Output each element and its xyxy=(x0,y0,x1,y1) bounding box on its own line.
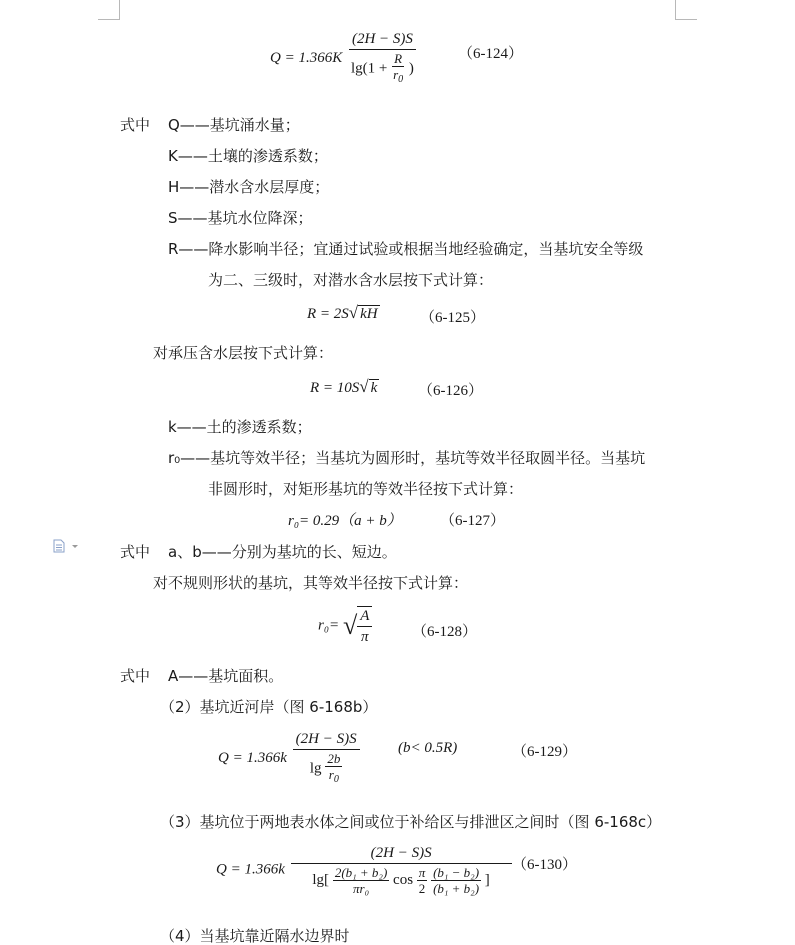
shizhong-label: 式中 xyxy=(120,116,151,134)
item-2-heading: （2）基坑近河岸（图 6-168b） xyxy=(160,698,378,716)
b-diff-over-b-sum xyxy=(431,865,481,896)
irregular-shape-line: 对不规则形状的基坑，其等效半径按下式计算： xyxy=(153,574,469,592)
r-num: R xyxy=(394,51,403,66)
formula-lhs: R = 10S xyxy=(310,380,360,396)
formula-numerator: (2H − S)S xyxy=(293,730,360,750)
confined-aquifer-line: 对承压含水层按下式计算： xyxy=(153,344,334,362)
r-definition-line2: 为二、三级时，对潜水含水层按下式计算： xyxy=(208,271,494,289)
formula-fraction xyxy=(293,730,360,787)
formula-lhs: r₀= xyxy=(318,617,340,634)
two-den: 2 xyxy=(418,881,426,896)
r0-definition-line1: r₀——基坑等效半径；当基坑为圆形时，基坑等效半径取圆半径。当基坑 xyxy=(168,449,646,467)
b-sum-over-pi-r0 xyxy=(333,865,389,896)
eq-number-6-125: （6-125） xyxy=(420,310,485,326)
formula-6-127: r₀= 0.29（a + b） xyxy=(288,513,402,529)
formula-fraction xyxy=(291,844,512,896)
shizhong-label-3: 式中 xyxy=(120,667,151,685)
eq-number-6-130: （6-130） xyxy=(512,857,577,873)
pi-r0-den: πr₀ xyxy=(353,881,370,896)
formula-denominator xyxy=(348,50,417,87)
sqrt-content: k xyxy=(370,380,378,396)
s-definition: S——基坑水位降深； xyxy=(168,209,313,227)
page-corner-top-left xyxy=(98,0,120,20)
den-prefix: lg(1 + xyxy=(350,60,388,77)
sqrt-content: kH xyxy=(360,306,378,322)
r0-den xyxy=(391,67,405,87)
r-definition-line1: R——降水影响半径；宜通过试验或根据当地经验确定，当基坑安全等级 xyxy=(168,240,644,258)
r0-definition-line2: 非圆形时，对矩形基坑的等效半径按下式计算： xyxy=(208,480,524,498)
lg-open: lg[ xyxy=(312,871,330,888)
a-over-pi xyxy=(357,606,372,646)
r0-sub: 0 xyxy=(333,774,339,785)
r-over-r0 xyxy=(391,51,405,87)
b-sum-num: 2(b₁ + b₂) xyxy=(334,865,388,880)
formula-6-128 xyxy=(318,606,374,646)
r0-den xyxy=(327,767,341,787)
sqrt-sign: √ xyxy=(359,377,369,396)
formula-lhs: R = 2S xyxy=(307,306,349,322)
lg-text: lg xyxy=(309,760,322,777)
formula-denominator xyxy=(307,750,345,787)
document-icon[interactable] xyxy=(52,539,80,553)
pi-den: π xyxy=(361,629,369,645)
eq-number-6-129: （6-129） xyxy=(512,744,577,760)
item-3-heading: （3）基坑位于两地表水体之间或位于补给区与排泄区之间时（图 6-168c） xyxy=(160,813,662,831)
pi-over-2 xyxy=(417,865,428,896)
a-num: A xyxy=(357,607,372,627)
formula-numerator: (2H − S)S xyxy=(291,844,512,864)
r0-sub: 0 xyxy=(398,74,404,85)
page-corner-top-right xyxy=(675,0,697,20)
formula-lhs: Q = 1.366K xyxy=(270,49,343,66)
formula-lhs: Q = 1.366k xyxy=(216,861,285,878)
eq-number-6-128: （6-128） xyxy=(412,624,477,640)
sqrt-sign: √ xyxy=(348,303,359,322)
formula-6-124 xyxy=(270,30,419,87)
2b-num: 2b xyxy=(327,751,341,766)
formula-6-129-condition: (b< 0.5R) xyxy=(398,740,458,756)
a-definition: A——基坑面积。 xyxy=(168,667,284,685)
formula-denominator xyxy=(309,864,492,896)
ab-definition: a、b——分别为基坑的长、短边。 xyxy=(168,543,397,561)
formula-6-130 xyxy=(216,844,514,896)
b-diff-num: (b₁ − b₂) xyxy=(433,865,480,880)
formula-6-126 xyxy=(310,379,379,397)
formula-numerator: (2H − S)S xyxy=(349,30,416,50)
formula-lhs: Q = 1.366k xyxy=(218,749,287,766)
r0-letter: r xyxy=(328,767,334,782)
sqrt-sign: √ xyxy=(342,611,358,640)
b-sum-den: (b₁ + b₂) xyxy=(433,881,480,896)
eq-number-6-126: （6-126） xyxy=(418,383,483,399)
k-definition: K——土壤的渗透系数； xyxy=(168,147,328,165)
pi-num: π xyxy=(418,865,426,880)
formula-6-125 xyxy=(307,305,380,323)
eq-number-6-124: （6-124） xyxy=(458,46,523,62)
h-definition: H——潜水含水层厚度； xyxy=(168,178,330,196)
cos-text: cos xyxy=(393,871,414,888)
2b-over-r0 xyxy=(325,751,342,787)
r0-letter: r xyxy=(393,67,399,82)
den-close: ) xyxy=(408,60,414,77)
item-4-heading: （4）当基坑靠近隔水边界时 xyxy=(160,927,350,945)
eq-number-6-127: （6-127） xyxy=(440,513,505,529)
shizhong-label-2: 式中 xyxy=(120,543,151,561)
q-definition: Q——基坑涌水量； xyxy=(168,116,300,134)
k2-definition: k——土的渗透系数； xyxy=(168,418,312,436)
bracket-close: ] xyxy=(484,871,490,888)
formula-fraction xyxy=(348,30,417,87)
formula-6-129 xyxy=(218,730,362,787)
